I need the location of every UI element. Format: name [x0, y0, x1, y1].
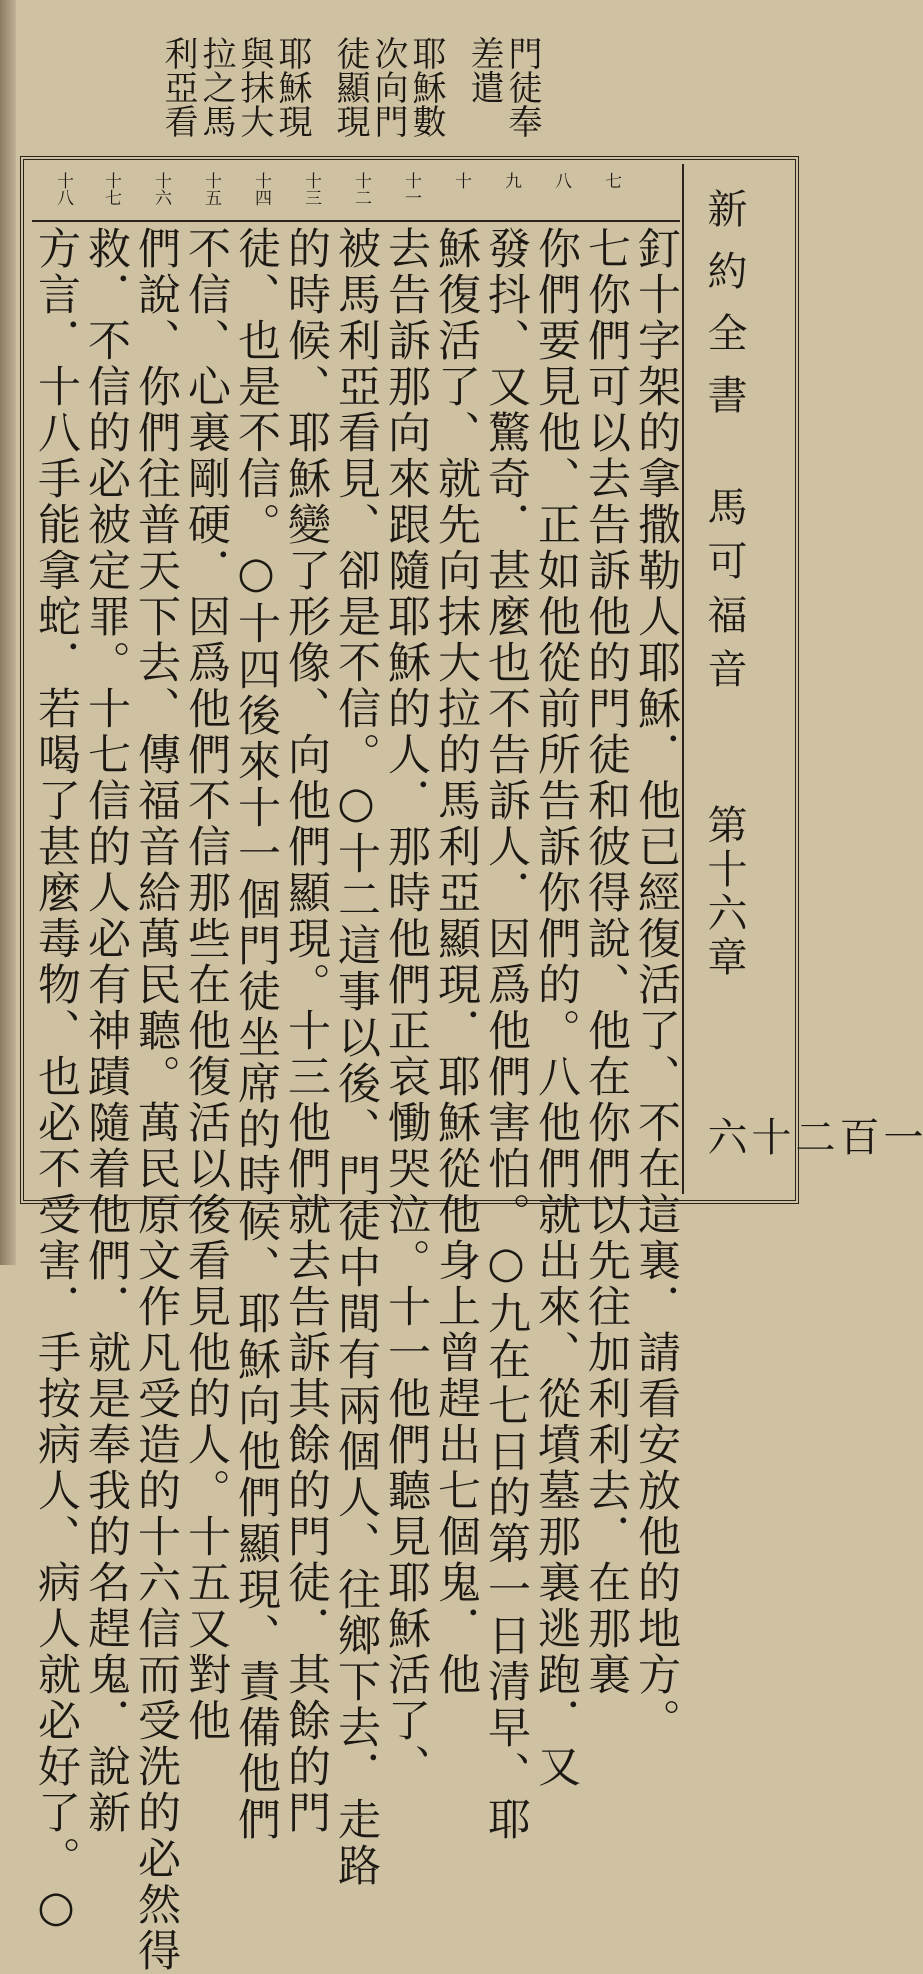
headnote-line: 與抹大: [234, 36, 274, 138]
text-column: 的時候、耶穌變了形像、向他們顯現。十三他們就去告訴其餘的門徒．其餘的門: [281, 226, 331, 1836]
verse-number: 八: [551, 172, 571, 189]
page-edge: [0, 0, 16, 1265]
chapter-label: 第十六章: [701, 804, 747, 980]
verse-number: 十六: [151, 172, 171, 206]
text-column: 方言．十八手能拿蛇．若喝了甚麼毒物、也必不受害．手按病人、病人就必好了。○: [31, 226, 81, 1935]
text-column: 發抖、又驚奇．甚麼也不告訴人．因爲他們害怕。○九在七日的第一日清早、耶: [481, 226, 531, 1843]
verse-number: 十三: [301, 172, 321, 206]
text-column: 不信、心裏剛硬．因爲他們不信那些在他復活以後看見他的人。十五又對他: [181, 226, 231, 1744]
text-column: 七你們可以去告訴他的門徒和彼得說、他在你們以先往加利利去．在那裏: [581, 226, 631, 1698]
text-column: 你們要見他、正如他從前所告訴你們的。八他們就出來、從墳墓那裏逃跑．又: [531, 226, 581, 1790]
headnote-line: 門徒奉: [502, 36, 542, 138]
book-collection-title: 新約全書: [701, 188, 747, 436]
text-column: 徒、也是不信。○十四後來十一個門徒坐席的時候、耶穌向他們顯現、責備他們: [231, 226, 281, 1843]
page-number: 一百二十六: [701, 1116, 923, 1158]
headnote-line: 耶穌現: [272, 36, 312, 138]
text-column: 釘十字架的拿撒勒人耶穌．他已經復活了、不在這裏．請看安放他的地方。: [631, 226, 681, 1744]
verse-number: 十一: [401, 172, 421, 206]
verse-number-row: [32, 164, 680, 222]
headnote-line: 次向門: [368, 36, 408, 138]
head-notes: [140, 36, 540, 154]
verse-number: 十四: [251, 172, 271, 206]
running-header: [682, 164, 923, 1194]
text-column: 穌復活了、就先向抹大拉的馬利亞顯現．耶穌從他身上曾趕出七個鬼．他: [431, 226, 481, 1698]
scripture-text: [31, 226, 681, 1974]
headnote-2: [332, 36, 444, 154]
text-column: 去告訴那向來跟隨耶穌的人．那時他們正哀慟哭泣。十一他們聽見耶穌活了、: [381, 226, 431, 1790]
headnote-line: 耶穌數: [406, 36, 446, 138]
text-column: 們說、你們往普天下去、傳福音給萬民聽。萬民原文作凡受造的十六信而受洗的必然得: [131, 226, 181, 1974]
book-name: 馬可福音: [701, 486, 747, 702]
verse-number: 十二: [351, 172, 371, 206]
headnote-line: 差遣: [464, 36, 504, 104]
verse-number: 十五: [201, 172, 221, 206]
headnote-1: [160, 36, 310, 154]
verse-number: 九: [501, 172, 521, 189]
headnote-line: 利亞看: [158, 36, 198, 138]
verse-number: 七: [601, 172, 621, 189]
text-column: 被馬利亞看見、卻是不信。○十二這事以後、門徒中間有兩個人、往鄉下去．走路: [331, 226, 381, 1889]
verse-number: 十: [451, 172, 471, 189]
headnote-3: [466, 36, 540, 154]
text-column: 救．不信的必被定罪。十七信的人必有神蹟隨着他們．就是奉我的名趕鬼．說新: [81, 226, 131, 1836]
headnote-line: 徒顯現: [330, 36, 370, 138]
headnote-line: 拉之馬: [196, 36, 236, 138]
verse-number: 十八: [53, 172, 73, 206]
verse-number: 十七: [101, 172, 121, 206]
